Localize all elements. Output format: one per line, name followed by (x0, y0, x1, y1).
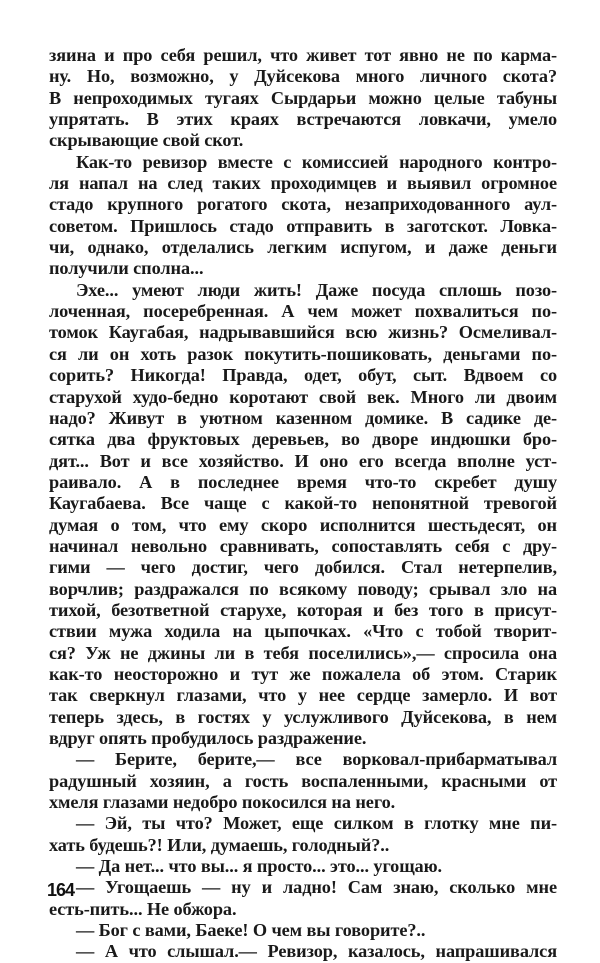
text-line: думая о том, что ему скоро исполнится шестьдесят, он (49, 514, 557, 535)
text-line: теперь здесь, в гостях у услужливого Дуйсекова, в нем (49, 706, 557, 727)
text-line: советом. Пришлось стадо отправить в заготскот. Ловка- (49, 215, 557, 236)
text-line: дят... Вот и все хозяйство. И оно его всегда вполне уст- (49, 450, 557, 471)
text-line: раивало. А в последнее время что-то скребет душу (49, 471, 557, 492)
page-number: 164 (47, 880, 75, 900)
text-line: гими — чего достиг, чего добился. Стал нетерпелив, (49, 557, 557, 578)
text-line: стадо крупного рогатого скота, незаприходованного аул- (49, 194, 557, 215)
text-line: — Берите, берите,— все ворковал-прибарматывал (76, 749, 557, 770)
text-line: — А что слышал.— Ревизор, казалось, напрашивался (76, 941, 557, 962)
text-line: хмеля глазами недобро покосился на него. (49, 792, 396, 813)
text-line: ворчлив; раздражался по всякому поводу; срывал зло на (49, 578, 557, 599)
text-line: радушный хозяин, а гость воспаленными, красными от (49, 770, 557, 791)
text-line: есть-пить... Не обжора. (49, 898, 237, 919)
text-line: надо? Живут в уютном казенном домике. В садике де- (49, 407, 557, 428)
text-line: томок Каугабая, надрывавшийся всю жизнь? Осмеливал- (49, 322, 557, 343)
text-line: начинал невольно сравнивать, сопоставлять себя с дру- (49, 535, 557, 556)
text-line: — Угощаешь — ну и ладно! Сам знаю, сколько мне (76, 877, 557, 898)
text-line: как-то неосторожно и тут же пожалела об этом. Старик (49, 663, 557, 684)
text-line: получили сполна... (49, 258, 204, 279)
text-line: В непроходимых тугаях Сырдарьи можно целые табуны (49, 87, 557, 108)
text-line: скрывающие свой скот. (49, 130, 244, 151)
text-line: — Бог с вами, Баеке! О чем вы говорите?.. (76, 920, 426, 941)
text-line: лоченная, посеребренная. А чем может похвалиться по- (49, 301, 557, 322)
text-line: ствии мужа ходила на цыпочках. «Что с тобой творит- (49, 621, 557, 642)
text-line: — Да нет... что вы... я просто... это... угощаю. (76, 856, 442, 877)
text-line: ля напал на след таких проходимцев и выявил огромное (49, 173, 557, 194)
text-line: хать будешь?! Или, думаешь, голодный?.. (49, 834, 390, 855)
text-line: ся? Уж не джины ли в тебя поселились»,— спросила она (49, 642, 557, 663)
text-line: так сверкнул глазами, что у нее сердце замерло. И вот (49, 685, 557, 706)
page-body (49, 45, 557, 963)
text-line: Каугабаева. Все чаще с какой-то непонятной тревогой (49, 493, 557, 514)
text-line: чи, однако, отделались легким испугом, и даже деньги (49, 237, 557, 258)
text-line: Эхе... умеют люди жить! Даже посуда сплошь позо- (76, 279, 557, 300)
text-line: Как-то ревизор вместе с комиссией народного контро- (76, 151, 557, 172)
text-line: сятка два фруктовых деревьев, во дворе индюшки бро- (49, 429, 557, 450)
text-line: упрятать. В этих краях встречаются ловкачи, умело (49, 109, 557, 130)
text-line: ся ли он хоть разок покутить-пошиковать, деньгами по- (49, 343, 557, 364)
text-line: тихой, безответной старухе, которая и без того в присут- (49, 599, 557, 620)
text-line: зяина и про себя решил, что живет тот явно не по карма- (49, 45, 557, 65)
text-line: старухой худо-бедно коротают свой век. Много ли двоим (49, 386, 557, 407)
text-line: сорить? Никогда! Правда, одет, обут, сыт. Вдвоем со (49, 365, 557, 386)
text-line: ну. Но, возможно, у Дуйсекова много личного скота? (49, 66, 557, 87)
text-line: — Эй, ты что? Может, еще силком в глотку мне пи- (76, 813, 557, 834)
text-line: вдруг опять пробудилось раздражение. (49, 728, 367, 748)
